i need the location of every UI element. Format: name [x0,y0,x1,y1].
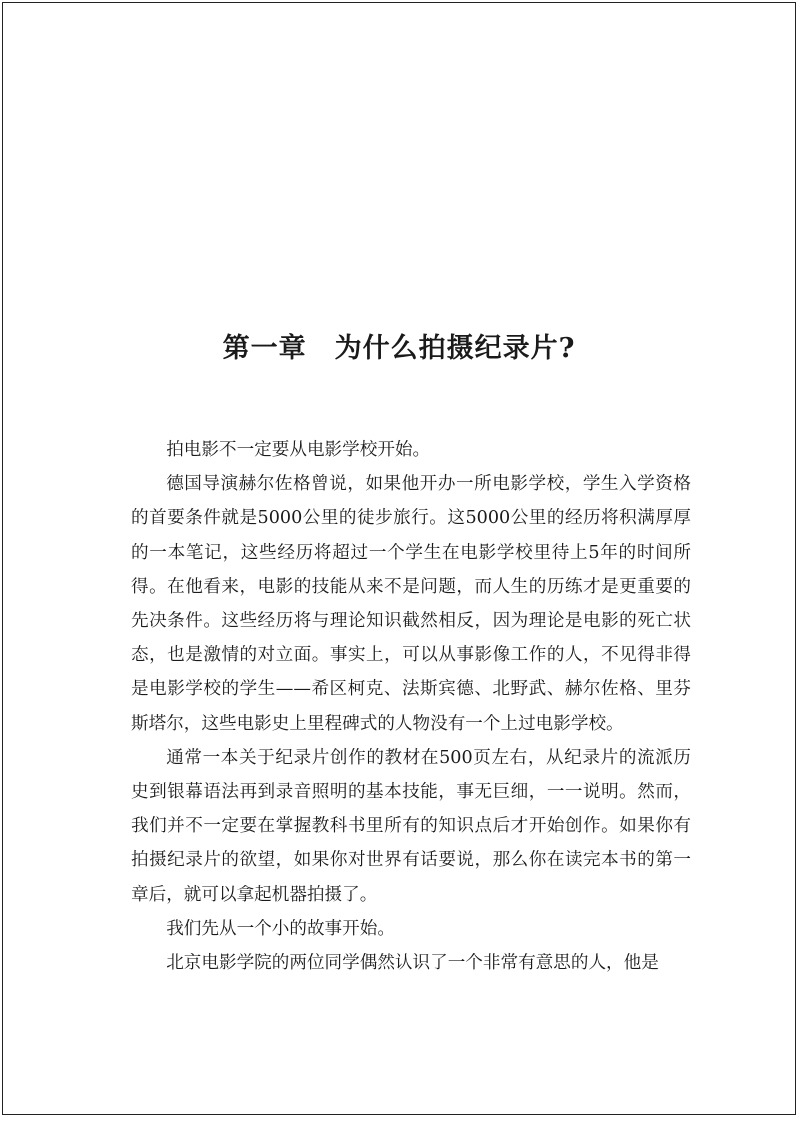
paragraph: 我们先从一个小的故事开始。 [166,918,395,939]
chapter-title: 第一章 为什么拍摄纪录片? [222,333,576,365]
paragraph: 德国导演赫尔佐格曾说，如果他开办一所电影学校，学生入学资格的首要条件就是5000公里的徒步旅行。这5000公里的经历将积满厚厚的一本笔记，这些经历将超过一个学生在电影学校里待上5年的时间所得。在他看来，电影的技能从来不是问题，而人生的历练才是更重要的先决条件。这些经历将与理论知识截然相反，因为理论是电影的死亡状态，也是激情的对立面。事实上，可以从事影像工作的人，不见得非得是电影学校的学生——希区柯克、法斯宾德、北野武、赫尔佐格、里芬斯塔尔，这些电影史上里程碑式的人物没有一个上过电影学校。 [131,474,691,734]
paragraph: 拍电影不一定要从电影学校开始。 [166,440,431,460]
paragraph: 通常一本关于纪录片创作的教材在500页左右，从纪录片的流派历史到银幕语法再到录音照明的基本技能，事无巨细，一一说明。然而，我们并不一定要在掌握教科书里所有的知识点后才开始创作。如果你有拍摄纪录片的欲望，如果你对世界有话要说，那么你在读完本书的第一章后，就可以拿起机器拍摄了。 [131,747,691,905]
paragraph: 北京电影学院的两位同学偶然认识了一个非常有意思的人，他是 [166,953,659,974]
body-text [131,433,691,980]
book-page [2,2,796,1115]
